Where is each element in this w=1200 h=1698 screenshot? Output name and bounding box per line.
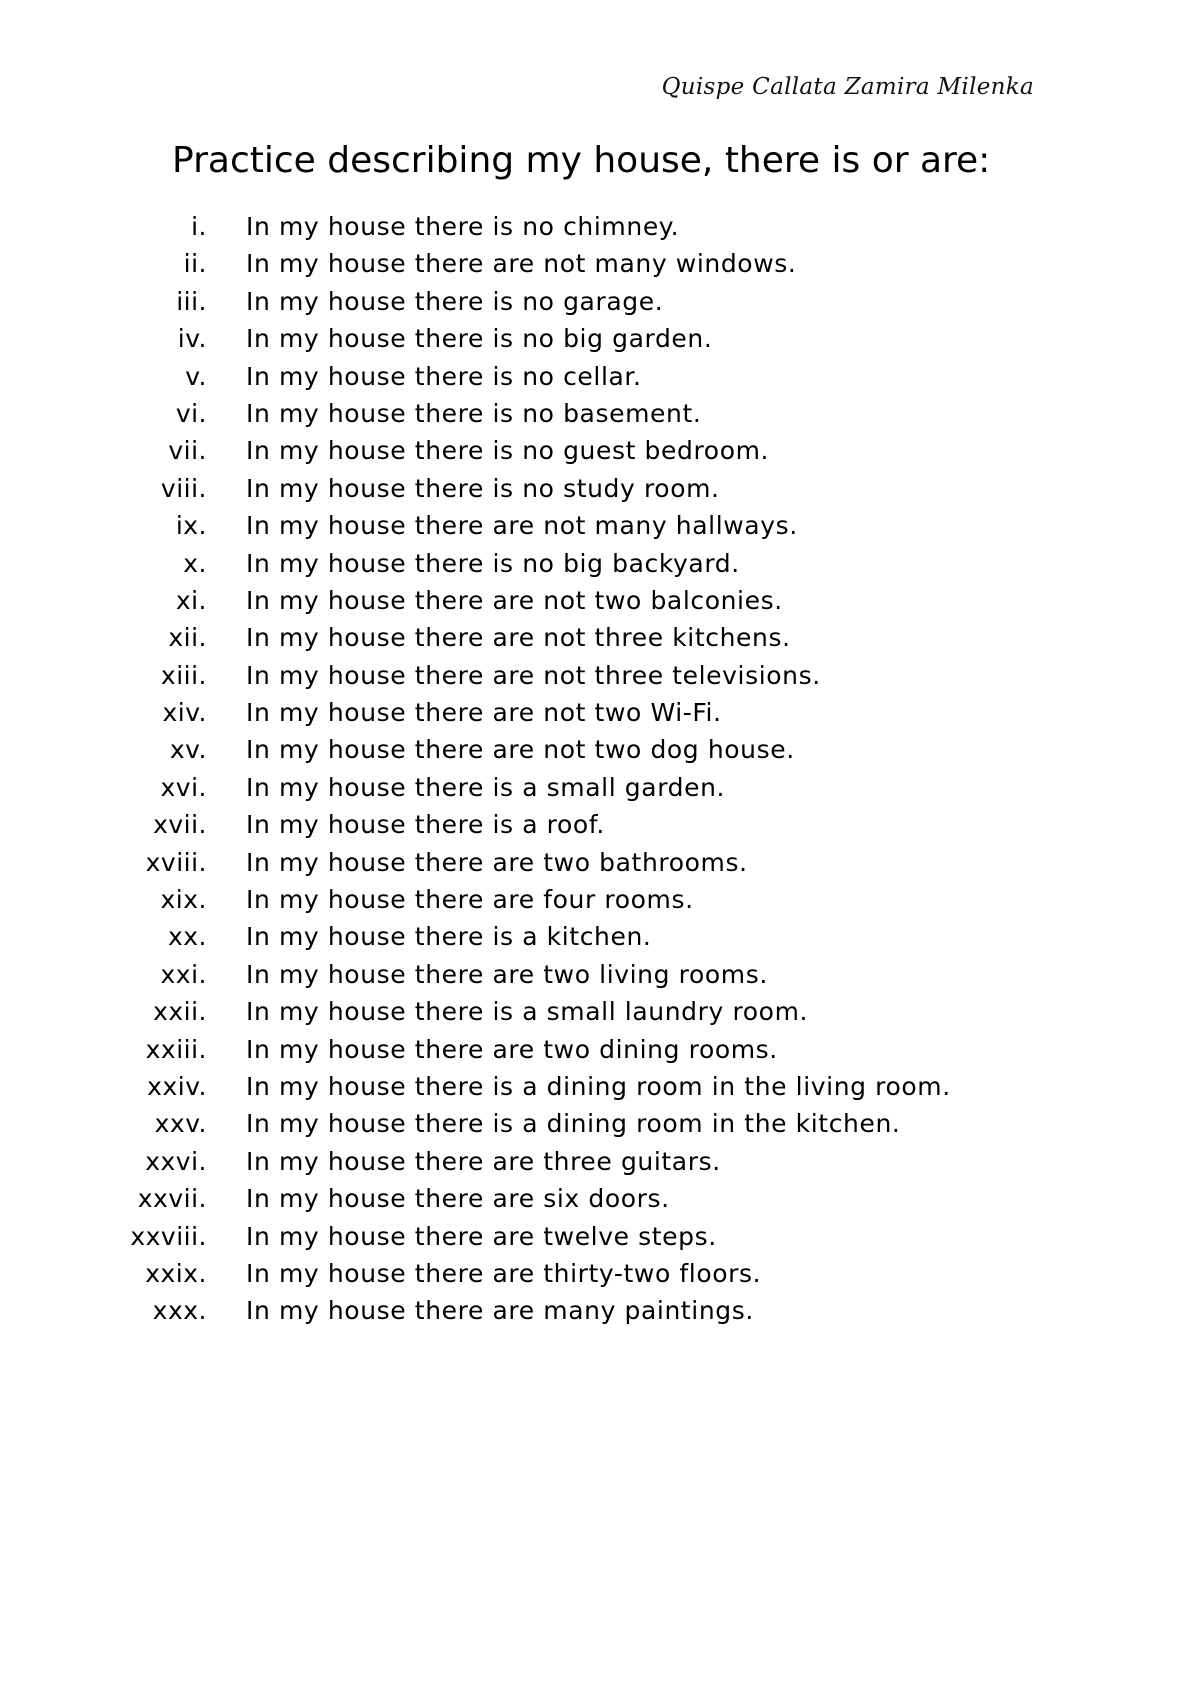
list-numeral: xxiv. xyxy=(147,1071,207,1101)
list-sentence: In my house there is no garage. xyxy=(246,286,664,316)
list-item xyxy=(0,582,1200,619)
list-numeral: viii. xyxy=(160,473,207,503)
list-sentence: In my house there is no cellar. xyxy=(246,361,642,391)
list-item xyxy=(0,320,1200,357)
list-numeral: xxviii. xyxy=(130,1221,207,1251)
list-item xyxy=(0,657,1200,694)
list-item xyxy=(0,844,1200,881)
list-item xyxy=(0,283,1200,320)
list-item xyxy=(0,1292,1200,1329)
list-sentence: In my house there are three guitars. xyxy=(246,1146,721,1176)
list-numeral: xviii. xyxy=(145,847,207,877)
list-item xyxy=(0,806,1200,843)
list-numeral: xxix. xyxy=(145,1258,207,1288)
list-numeral: ix. xyxy=(175,511,207,541)
list-numeral: v. xyxy=(185,361,207,391)
list-numeral: xxx. xyxy=(152,1296,207,1326)
list-sentence: In my house there is no guest bedroom. xyxy=(246,436,770,466)
list-sentence: In my house there are not many hallways. xyxy=(246,511,798,541)
list-numeral: xii. xyxy=(168,623,207,653)
page-title: Practice describing my house, there is or are: xyxy=(172,140,991,181)
list-numeral: xvi. xyxy=(160,772,207,802)
list-sentence: In my house there is a dining room in the kitchen. xyxy=(246,1109,901,1139)
list-sentence: In my house there are not two Wi-Fi. xyxy=(246,698,722,728)
list-item xyxy=(0,245,1200,282)
list-numeral: iv. xyxy=(177,324,207,354)
list-numeral: xxiii. xyxy=(145,1034,207,1064)
list-sentence: In my house there is a roof. xyxy=(246,810,605,840)
list-item xyxy=(0,208,1200,245)
list-item xyxy=(0,1068,1200,1105)
list-numeral: xxvi. xyxy=(145,1146,207,1176)
list-sentence: In my house there are not many windows. xyxy=(246,249,797,279)
list-numeral: ii. xyxy=(183,249,207,279)
list-numeral: iii. xyxy=(176,286,207,316)
list-item xyxy=(0,1143,1200,1180)
list-item xyxy=(0,358,1200,395)
list-sentence: In my house there is a dining room in the living room. xyxy=(246,1071,951,1101)
list-item xyxy=(0,395,1200,432)
list-item xyxy=(0,619,1200,656)
list-numeral: xxi. xyxy=(160,959,207,989)
list-item xyxy=(0,731,1200,768)
list-item xyxy=(0,956,1200,993)
list-sentence: In my house there are not three kitchens. xyxy=(246,623,791,653)
list-numeral: i. xyxy=(191,212,207,241)
list-numeral: xi. xyxy=(175,585,207,615)
list-numeral: xxvii. xyxy=(137,1184,207,1214)
list-sentence: In my house there are not two dog house. xyxy=(246,735,795,765)
list-sentence: In my house there are two dining rooms. xyxy=(246,1034,778,1064)
list-sentence: In my house there is a small laundry room. xyxy=(246,997,809,1027)
list-item xyxy=(0,1031,1200,1068)
list-item xyxy=(0,507,1200,544)
list-item xyxy=(0,432,1200,469)
list-numeral: vii. xyxy=(168,436,207,466)
list-item xyxy=(0,769,1200,806)
author-name: Quispe Callata Zamira Milenka xyxy=(661,74,1034,100)
list-sentence: In my house there are thirty-two floors. xyxy=(246,1258,762,1288)
list-numeral: xiv. xyxy=(162,698,207,728)
list-sentence: In my house there are two bathrooms. xyxy=(246,847,748,877)
list-item xyxy=(0,545,1200,582)
list-item xyxy=(0,881,1200,918)
list-sentence: In my house there is a small garden. xyxy=(246,772,726,802)
list-item xyxy=(0,1180,1200,1217)
list-sentence: In my house there are many paintings. xyxy=(246,1296,754,1326)
list-sentence: In my house there are twelve steps. xyxy=(246,1221,717,1251)
list-numeral: xxv. xyxy=(154,1109,207,1139)
list-sentence: In my house there is no big garden. xyxy=(246,324,713,354)
list-item xyxy=(0,470,1200,507)
list-sentence: In my house there are six doors. xyxy=(246,1184,670,1214)
list-sentence: In my house there is no basement. xyxy=(246,398,702,428)
list-sentence: In my house there are four rooms. xyxy=(246,885,694,915)
sentence-list xyxy=(0,208,1200,1330)
list-numeral: x. xyxy=(183,548,207,578)
list-numeral: xx. xyxy=(167,922,207,952)
list-sentence: In my house there is no big backyard. xyxy=(246,548,740,578)
list-sentence: In my house there are not two balconies. xyxy=(246,585,783,615)
list-sentence: In my house there is no chimney. xyxy=(246,212,680,241)
list-numeral: vi. xyxy=(175,398,207,428)
list-numeral: xv. xyxy=(169,735,207,765)
list-numeral: xvii. xyxy=(153,810,207,840)
list-item xyxy=(0,918,1200,955)
list-sentence: In my house there are two living rooms. xyxy=(246,959,768,989)
list-sentence: In my house there is no study room. xyxy=(246,473,720,503)
list-numeral: xix. xyxy=(160,885,207,915)
list-numeral: xiii. xyxy=(160,660,207,690)
list-item xyxy=(0,993,1200,1030)
list-item xyxy=(0,1105,1200,1142)
list-sentence: In my house there is a kitchen. xyxy=(246,922,652,952)
list-item xyxy=(0,694,1200,731)
list-item xyxy=(0,1218,1200,1255)
list-sentence: In my house there are not three televisions. xyxy=(246,660,821,690)
list-numeral: xxii. xyxy=(153,997,207,1027)
list-item xyxy=(0,1255,1200,1292)
